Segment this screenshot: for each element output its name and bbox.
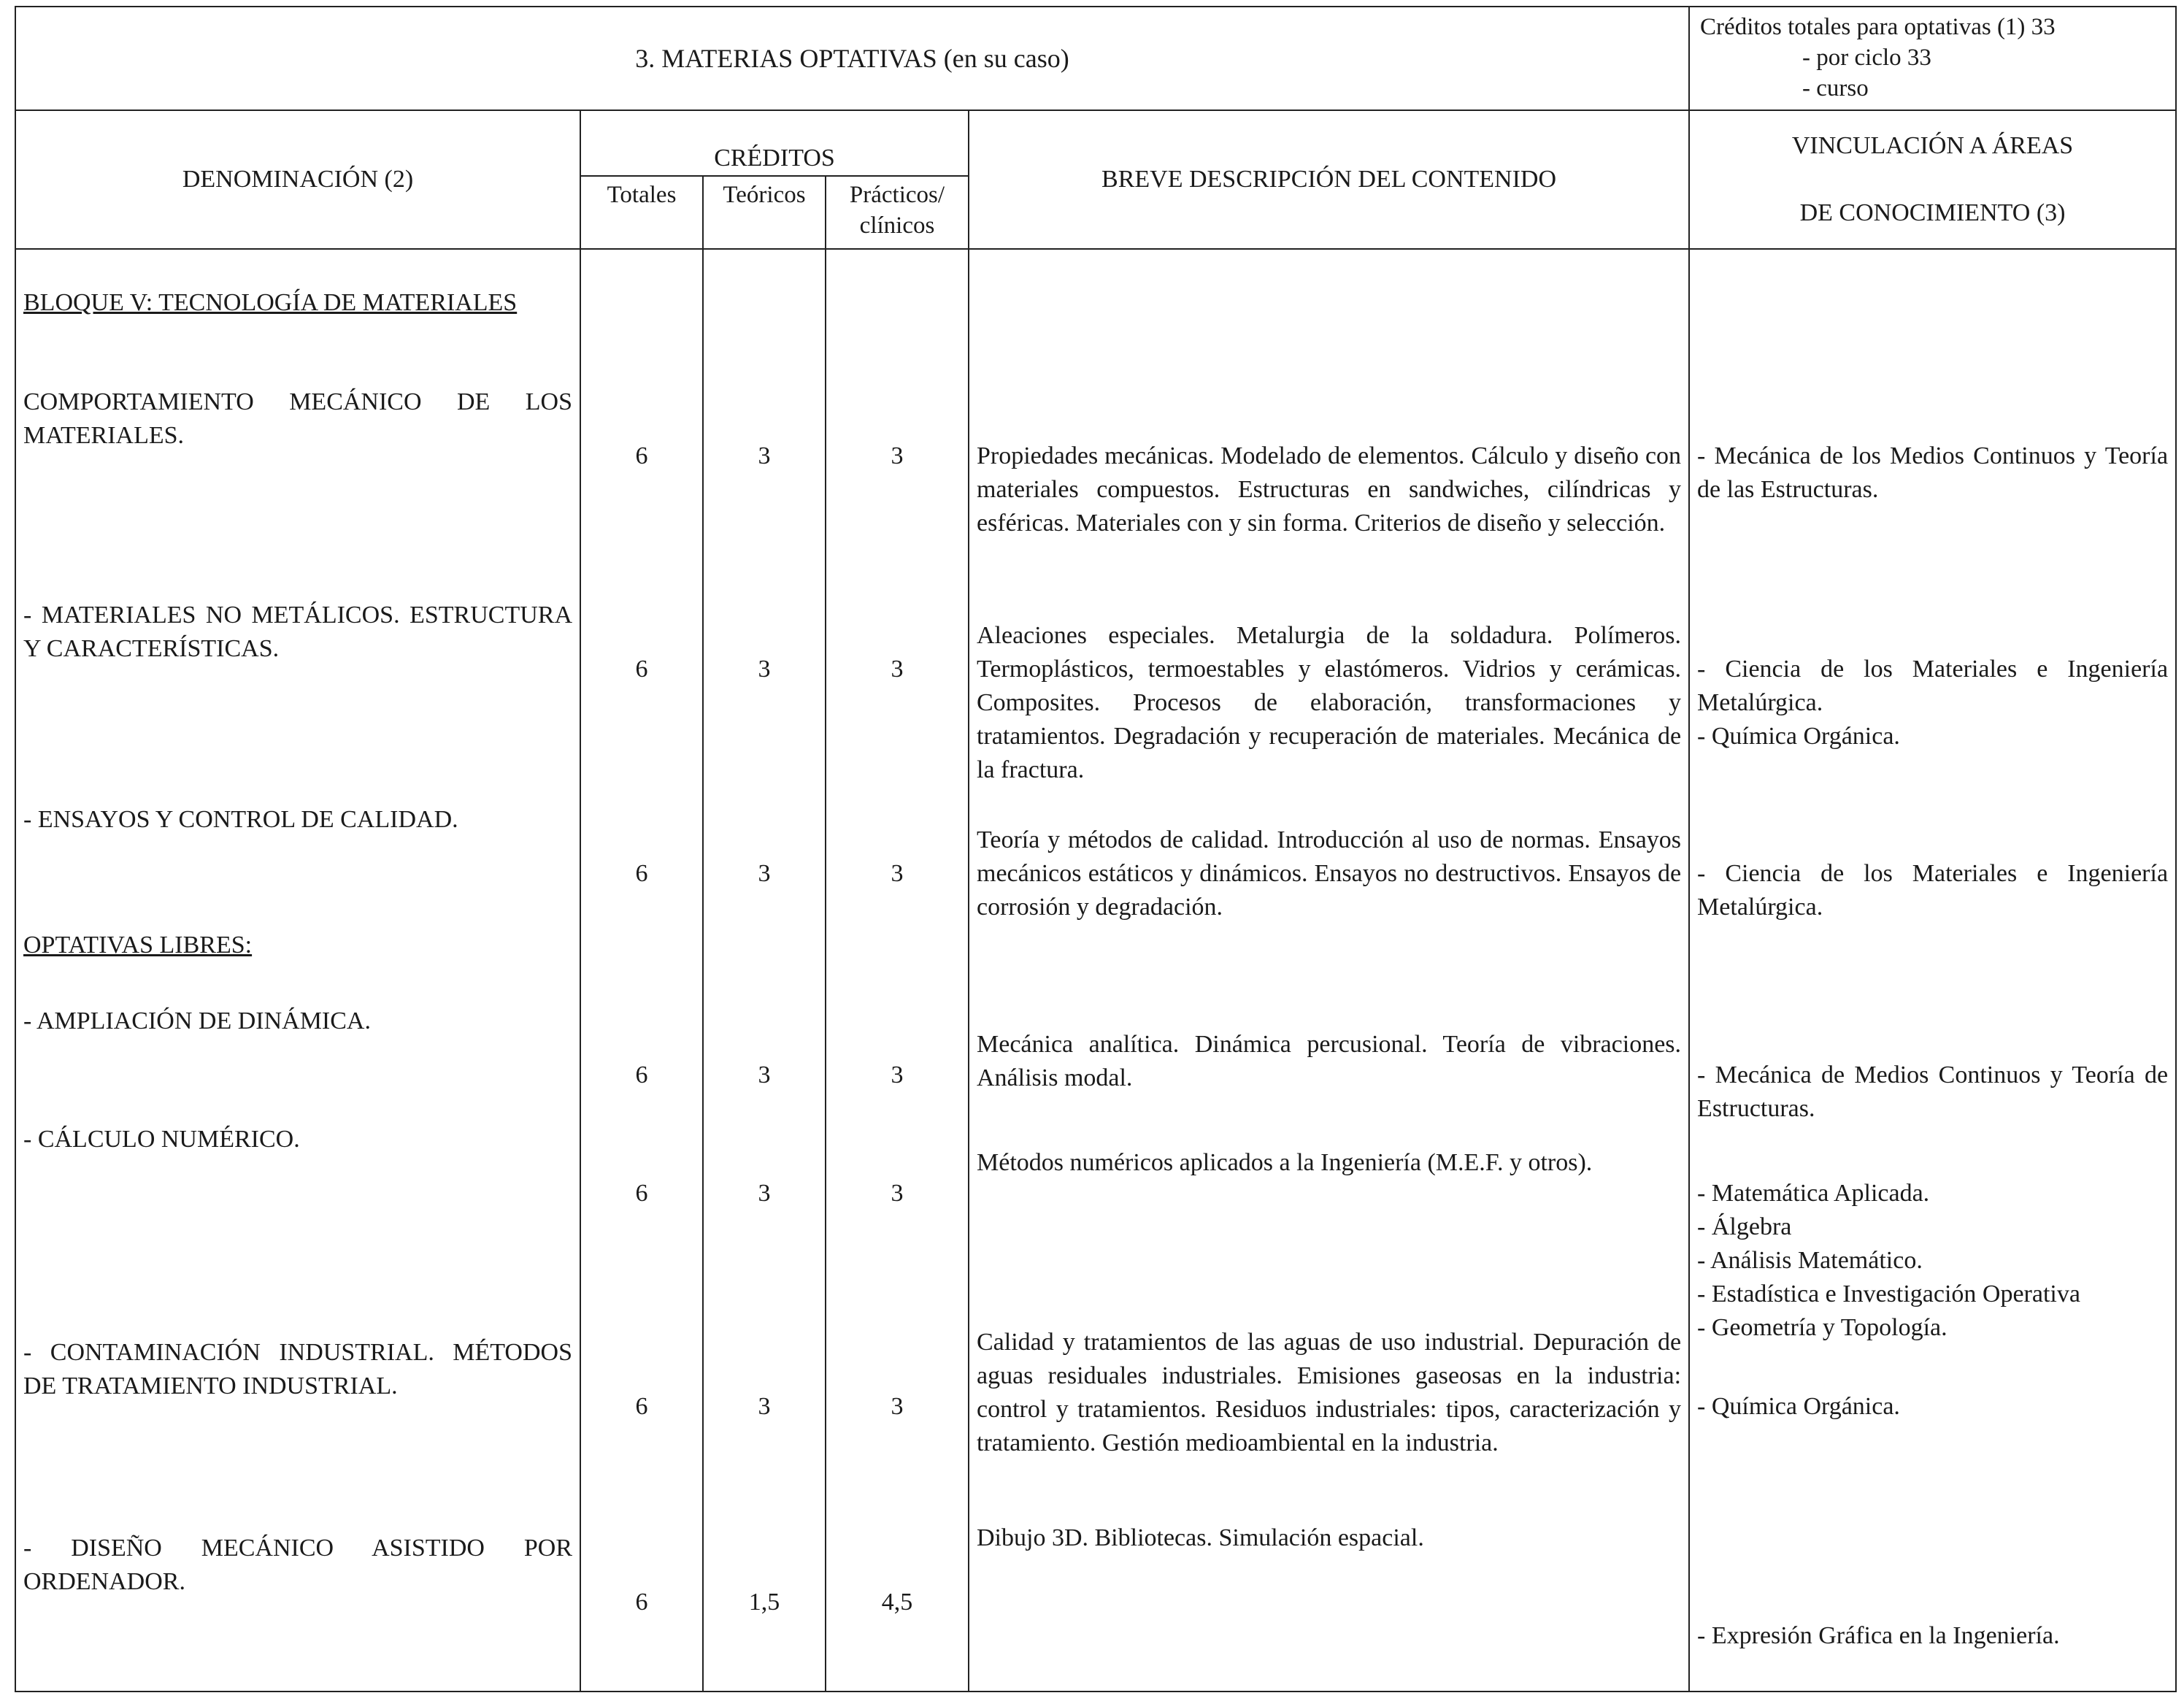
teoricos-1: 3: [758, 442, 771, 469]
totales-4: 6: [635, 1061, 648, 1088]
area-7-1: - Expresión Gráfica en la Ingeniería.: [1697, 1622, 2060, 1649]
teoricos-2: 3: [758, 656, 771, 683]
practicos-6: 3: [891, 1393, 904, 1420]
areas-4: [1697, 1059, 2168, 1126]
creditos-label: CRÉDITOS: [714, 145, 835, 172]
subject-name-2: - MATERIALES NO METÁLICOS. ESTRUCTURA Y CARACTERÍSTICAS.: [23, 602, 572, 662]
col-teoricos: Teóricos: [703, 176, 826, 249]
area-5-4: - Estadística e Investigación Operativa: [1697, 1280, 2080, 1308]
area-3-1: - Ciencia de los Materiales e Ingeniería Metalúrgica.: [1697, 860, 2169, 921]
subject-name-5: - CÁLCULO NUMÉRICO.: [23, 1126, 300, 1153]
descripcion-6: Calidad y tratamientos de las aguas de uso industrial. Depuración de aguas residuales industriales. Emisiones gaseosas en la industria: control y tratamientos. Residuos industriales: tipos, caracterización y tratamiento. Gestión medioambiental en la industria.: [977, 1329, 1682, 1456]
area-6-1: - Química Orgánica.: [1697, 1393, 1900, 1420]
area-5-3: - Análisis Matemático.: [1697, 1247, 1923, 1274]
teoricos-7: 1,5: [748, 1589, 780, 1616]
areas-1: [1697, 439, 2168, 507]
totales-6: 6: [635, 1393, 648, 1420]
areas-2: [1697, 653, 2168, 753]
teoricos-6: 3: [758, 1393, 771, 1420]
totales-7: 6: [635, 1589, 648, 1616]
practicos-5: 3: [891, 1180, 904, 1207]
teoricos-column: [703, 249, 826, 1692]
subject-name-1: COMPORTAMIENTO MECÁNICO DE LOS MATERIALES.: [23, 388, 572, 449]
descripcion-column: [969, 249, 1689, 1692]
subject-name-3: - ENSAYOS Y CONTROL DE CALIDAD.: [23, 806, 458, 833]
optativas-table: [15, 6, 2177, 1692]
body-row: [15, 249, 2176, 1692]
title-row: [15, 7, 2176, 110]
area-1-1: - Mecánica de los Medios Continuos y Teoría de las Estructuras.: [1697, 442, 2169, 503]
area-2-2: - Química Orgánica.: [1697, 723, 1900, 750]
descripcion-3: Teoría y métodos de calidad. Introducción al uso de normas. Ensayos mecánicos estáticos y dinámicos. Ensayos no destructivos. Ensayos de corrosión y degradación.: [977, 826, 1682, 921]
credits-total-text: Créditos totales para optativas (1) 33: [1700, 14, 2056, 40]
descripcion-7: Dibujo 3D. Bibliotecas. Simulación espacial.: [977, 1524, 1424, 1551]
descripcion-1: Propiedades mecánicas. Modelado de elementos. Cálculo y diseño con materiales compuestos. Estructuras en sandwiches, cilíndricas y esféricas. Materiales con y sin forma. Criterios de diseño y selección.: [977, 442, 1682, 537]
practicos-7: 4,5: [881, 1589, 913, 1616]
descripcion-5: Métodos numéricos aplicados a la Ingeniería (M.E.F. y otros).: [977, 1149, 1593, 1176]
col-descripcion: BREVE DESCRIPCIÓN DEL CONTENIDO: [969, 110, 1689, 249]
credits-summary: [1689, 7, 2176, 110]
col-practicos: Prácticos/ clínicos: [826, 176, 969, 249]
totales-2: 6: [635, 656, 648, 683]
practicos-column: [826, 249, 969, 1692]
document-page: [15, 6, 2175, 1701]
practicos-3: 3: [891, 860, 904, 887]
totales-3: 6: [635, 860, 648, 887]
per-cycle-text: - por ciclo 33: [1802, 45, 1931, 71]
area-4-1: - Mecánica de Medios Continuos y Teoría de Estructuras.: [1697, 1061, 2169, 1122]
vinculacion-line-1: VINCULACIÓN A ÁREAS: [1791, 132, 2074, 159]
descripcion-4: Mecánica analítica. Dinámica percusional. Teoría de vibraciones. Análisis modal.: [977, 1031, 1682, 1091]
per-course-text: - curso: [1802, 75, 1869, 101]
teoricos-5: 3: [758, 1180, 771, 1207]
practicos-4: 3: [891, 1061, 904, 1088]
col-creditos: [580, 110, 969, 176]
teoricos-3: 3: [758, 860, 771, 887]
areas-5: [1697, 1177, 2168, 1345]
subject-name-7: - DISEÑO MECÁNICO ASISTIDO POR ORDENADOR.: [23, 1535, 572, 1595]
totales-5: 6: [635, 1180, 648, 1207]
denominacion-column: [15, 249, 580, 1692]
totales-column: [580, 249, 703, 1692]
areas-3: [1697, 857, 2168, 924]
section-title: 3. MATERIAS OPTATIVAS (en su caso): [15, 7, 1689, 110]
block-title-bloque-v: BLOQUE V: TECNOLOGÍA DE MATERIALES: [23, 289, 518, 316]
area-5-5: - Geometría y Topología.: [1697, 1314, 1947, 1341]
area-2-1: - Ciencia de los Materiales e Ingeniería Metalúrgica.: [1697, 656, 2169, 716]
totales-1: 6: [635, 442, 648, 469]
block-title-optativas-libres: OPTATIVAS LIBRES:: [23, 932, 253, 959]
vinculacion-line-2: DE CONOCIMIENTO (3): [1799, 199, 2066, 226]
area-5-2: - Álgebra: [1697, 1213, 1792, 1240]
column-header-row: [15, 110, 2176, 176]
subject-name-4: - AMPLIACIÓN DE DINÁMICA.: [23, 1007, 371, 1034]
vinculacion-column: [1689, 249, 2176, 1692]
col-denominacion: DENOMINACIÓN (2): [15, 110, 580, 249]
col-totales: Totales: [580, 176, 703, 249]
areas-6: [1697, 1390, 2168, 1424]
col-vinculacion: [1689, 110, 2176, 249]
areas-7: [1697, 1619, 2168, 1653]
practicos-1: 3: [891, 442, 904, 469]
descripcion-2: Aleaciones especiales. Metalurgia de la soldadura. Polímeros. Termoplásticos, termoestables y elastómeros. Vidrios y cerámicas. Composites. Procesos de elaboración, transformaciones y tratamientos. Degradación y recuperación de materiales. Mecánica de la fractura.: [977, 622, 1682, 783]
teoricos-4: 3: [758, 1061, 771, 1088]
area-5-1: - Matemática Aplicada.: [1697, 1180, 1930, 1207]
practicos-2: 3: [891, 656, 904, 683]
subject-name-6: - CONTAMINACIÓN INDUSTRIAL. MÉTODOS DE TRATAMIENTO INDUSTRIAL.: [23, 1339, 572, 1399]
